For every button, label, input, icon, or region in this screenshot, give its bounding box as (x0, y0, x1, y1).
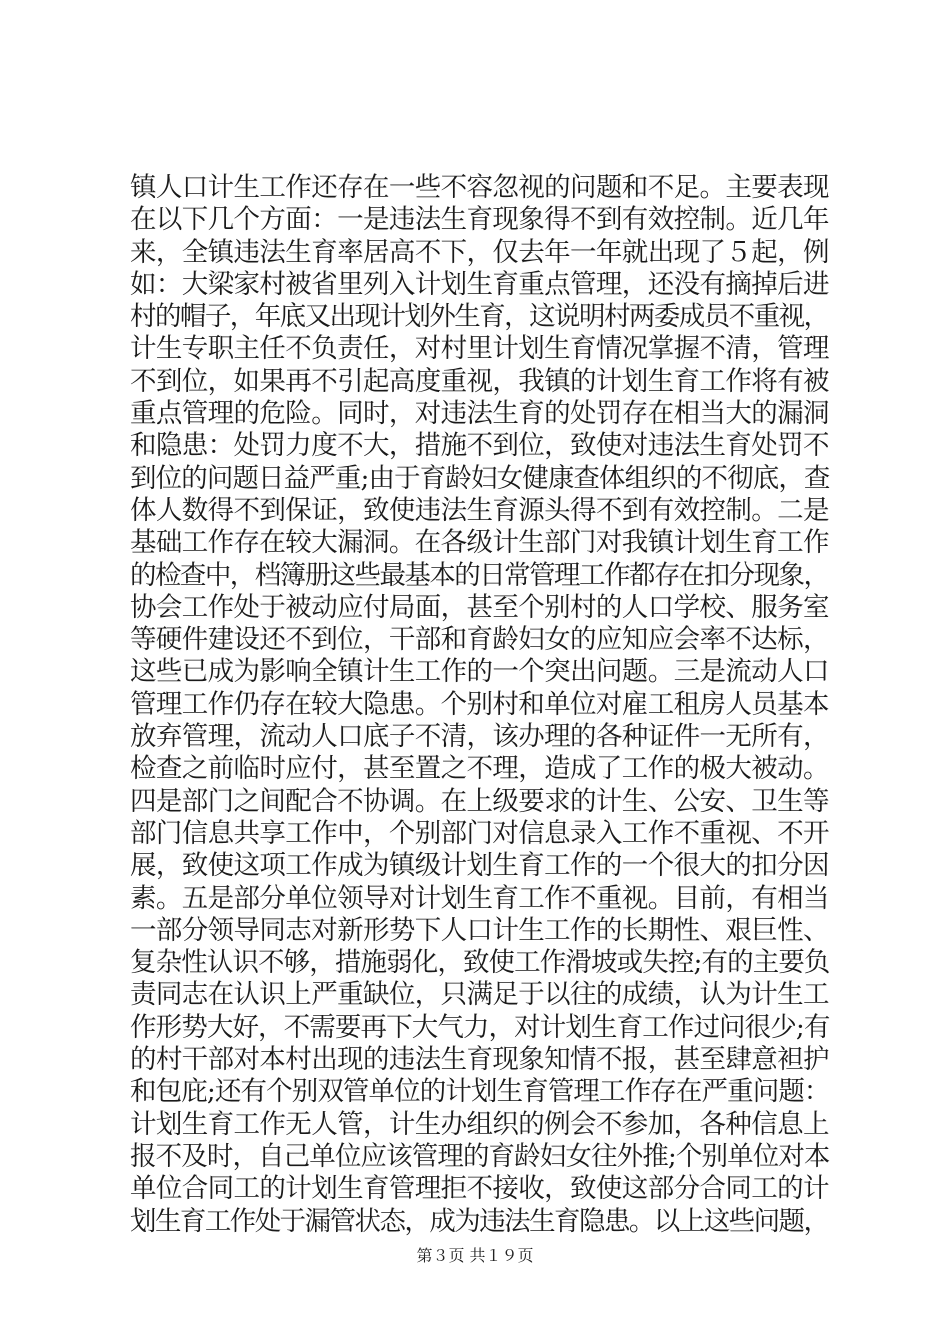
text-line: 村的帽子，年底又出现计划外生育，这说明村两委成员不重视， (130, 301, 829, 333)
text-line: 重点管理的危险。同时，对违法生育的处罚存在相当大的漏洞 (130, 398, 829, 430)
text-line: 体人数得不到保证，致使违法生育源头得不到有效控制。二是 (130, 494, 829, 526)
text-line: 素。五是部分单位领导对计划生育工作不重视。目前，有相当 (130, 882, 829, 914)
body-text (130, 172, 830, 1238)
text-line: 单位合同工的计划生育管理拒不接收，致使这部分合同工的计 (130, 1173, 829, 1205)
text-line: 不到位，如果再不引起高度重视，我镇的计划生育工作将有被 (130, 365, 829, 397)
text-line: 计生专职主任不负责任，对村里计划生育情况掌握不清，管理 (130, 333, 829, 365)
text-line: 协会工作处于被动应付局面，甚至个别村的人口学校、服务室 (130, 591, 829, 623)
text-line: 四是部门之间配合不协调。在上级要求的计生、公安、卫生等 (130, 785, 829, 817)
text-line: 来，全镇违法生育率居高不下，仅去年一年就出现了５起，例 (130, 236, 829, 268)
text-line: 等硬件建设还不到位，干部和育龄妇女的应知应会率不达标， (130, 624, 829, 656)
text-line: 和隐患：处罚力度不大，措施不到位，致使对违法生育处罚不 (130, 430, 829, 462)
text-line: 在以下几个方面：一是违法生育现象得不到有效控制。近几年 (130, 204, 829, 236)
text-line: 检查之前临时应付，甚至置之不理，造成了工作的极大被动。 (130, 753, 829, 785)
text-line: 基础工作存在较大漏洞。在各级计生部门对我镇计划生育工作 (130, 527, 829, 559)
text-line: 到位的问题日益严重;由于育龄妇女健康查体组织的不彻底，查 (130, 462, 830, 494)
text-line: 部门信息共享工作中，个别部门对信息录入工作不重视、不开 (130, 817, 829, 849)
text-line: 复杂性认识不够，措施弱化，致使工作滑坡或失控;有的主要负 (130, 947, 830, 979)
text-line: 管理工作仍存在较大隐患。个别村和单位对雇工租房人员基本 (130, 688, 829, 720)
text-line: 放弃管理，流动人口底子不清，该办理的各种证件一无所有， (130, 721, 829, 753)
text-line: 报不及时，自己单位应该管理的育龄妇女往外推;个别单位对本 (130, 1140, 830, 1172)
text-line: 和包庇;还有个别双管单位的计划生育管理工作存在严重问题： (130, 1076, 830, 1108)
text-line: 展，致使这项工作成为镇级计划生育工作的一个很大的扣分因 (130, 850, 829, 882)
text-line: 作形势大好，不需要再下大气力，对计划生育工作过问很少;有 (130, 1011, 830, 1043)
page-number-footer: 第３页 共１９页 (416, 1246, 534, 1265)
text-line: 责同志在认识上严重缺位，只满足于以往的成绩，认为计生工 (130, 979, 829, 1011)
text-line: 镇人口计生工作还存在一些不容忽视的问题和不足。主要表现 (130, 172, 829, 203)
text-line: 这些已成为影响全镇计生工作的一个突出问题。三是流动人口 (130, 656, 829, 688)
text-line: 划生育工作处于漏管状态，成为违法生育隐患。以上这些问题， (130, 1205, 829, 1237)
text-line: 如：大梁家村被省里列入计划生育重点管理，还没有摘掉后进 (130, 268, 829, 300)
text-line: 的村干部对本村出现的违法生育现象知情不报，甚至肆意袒护 (130, 1044, 829, 1076)
text-line: 的检查中，档簿册这些最基本的日常管理工作都存在扣分现象， (130, 559, 829, 591)
text-line: 计划生育工作无人管，计生办组织的例会不参加，各种信息上 (130, 1108, 829, 1140)
text-line: 一部分领导同志对新形势下人口计生工作的长期性、艰巨性、 (130, 914, 829, 946)
